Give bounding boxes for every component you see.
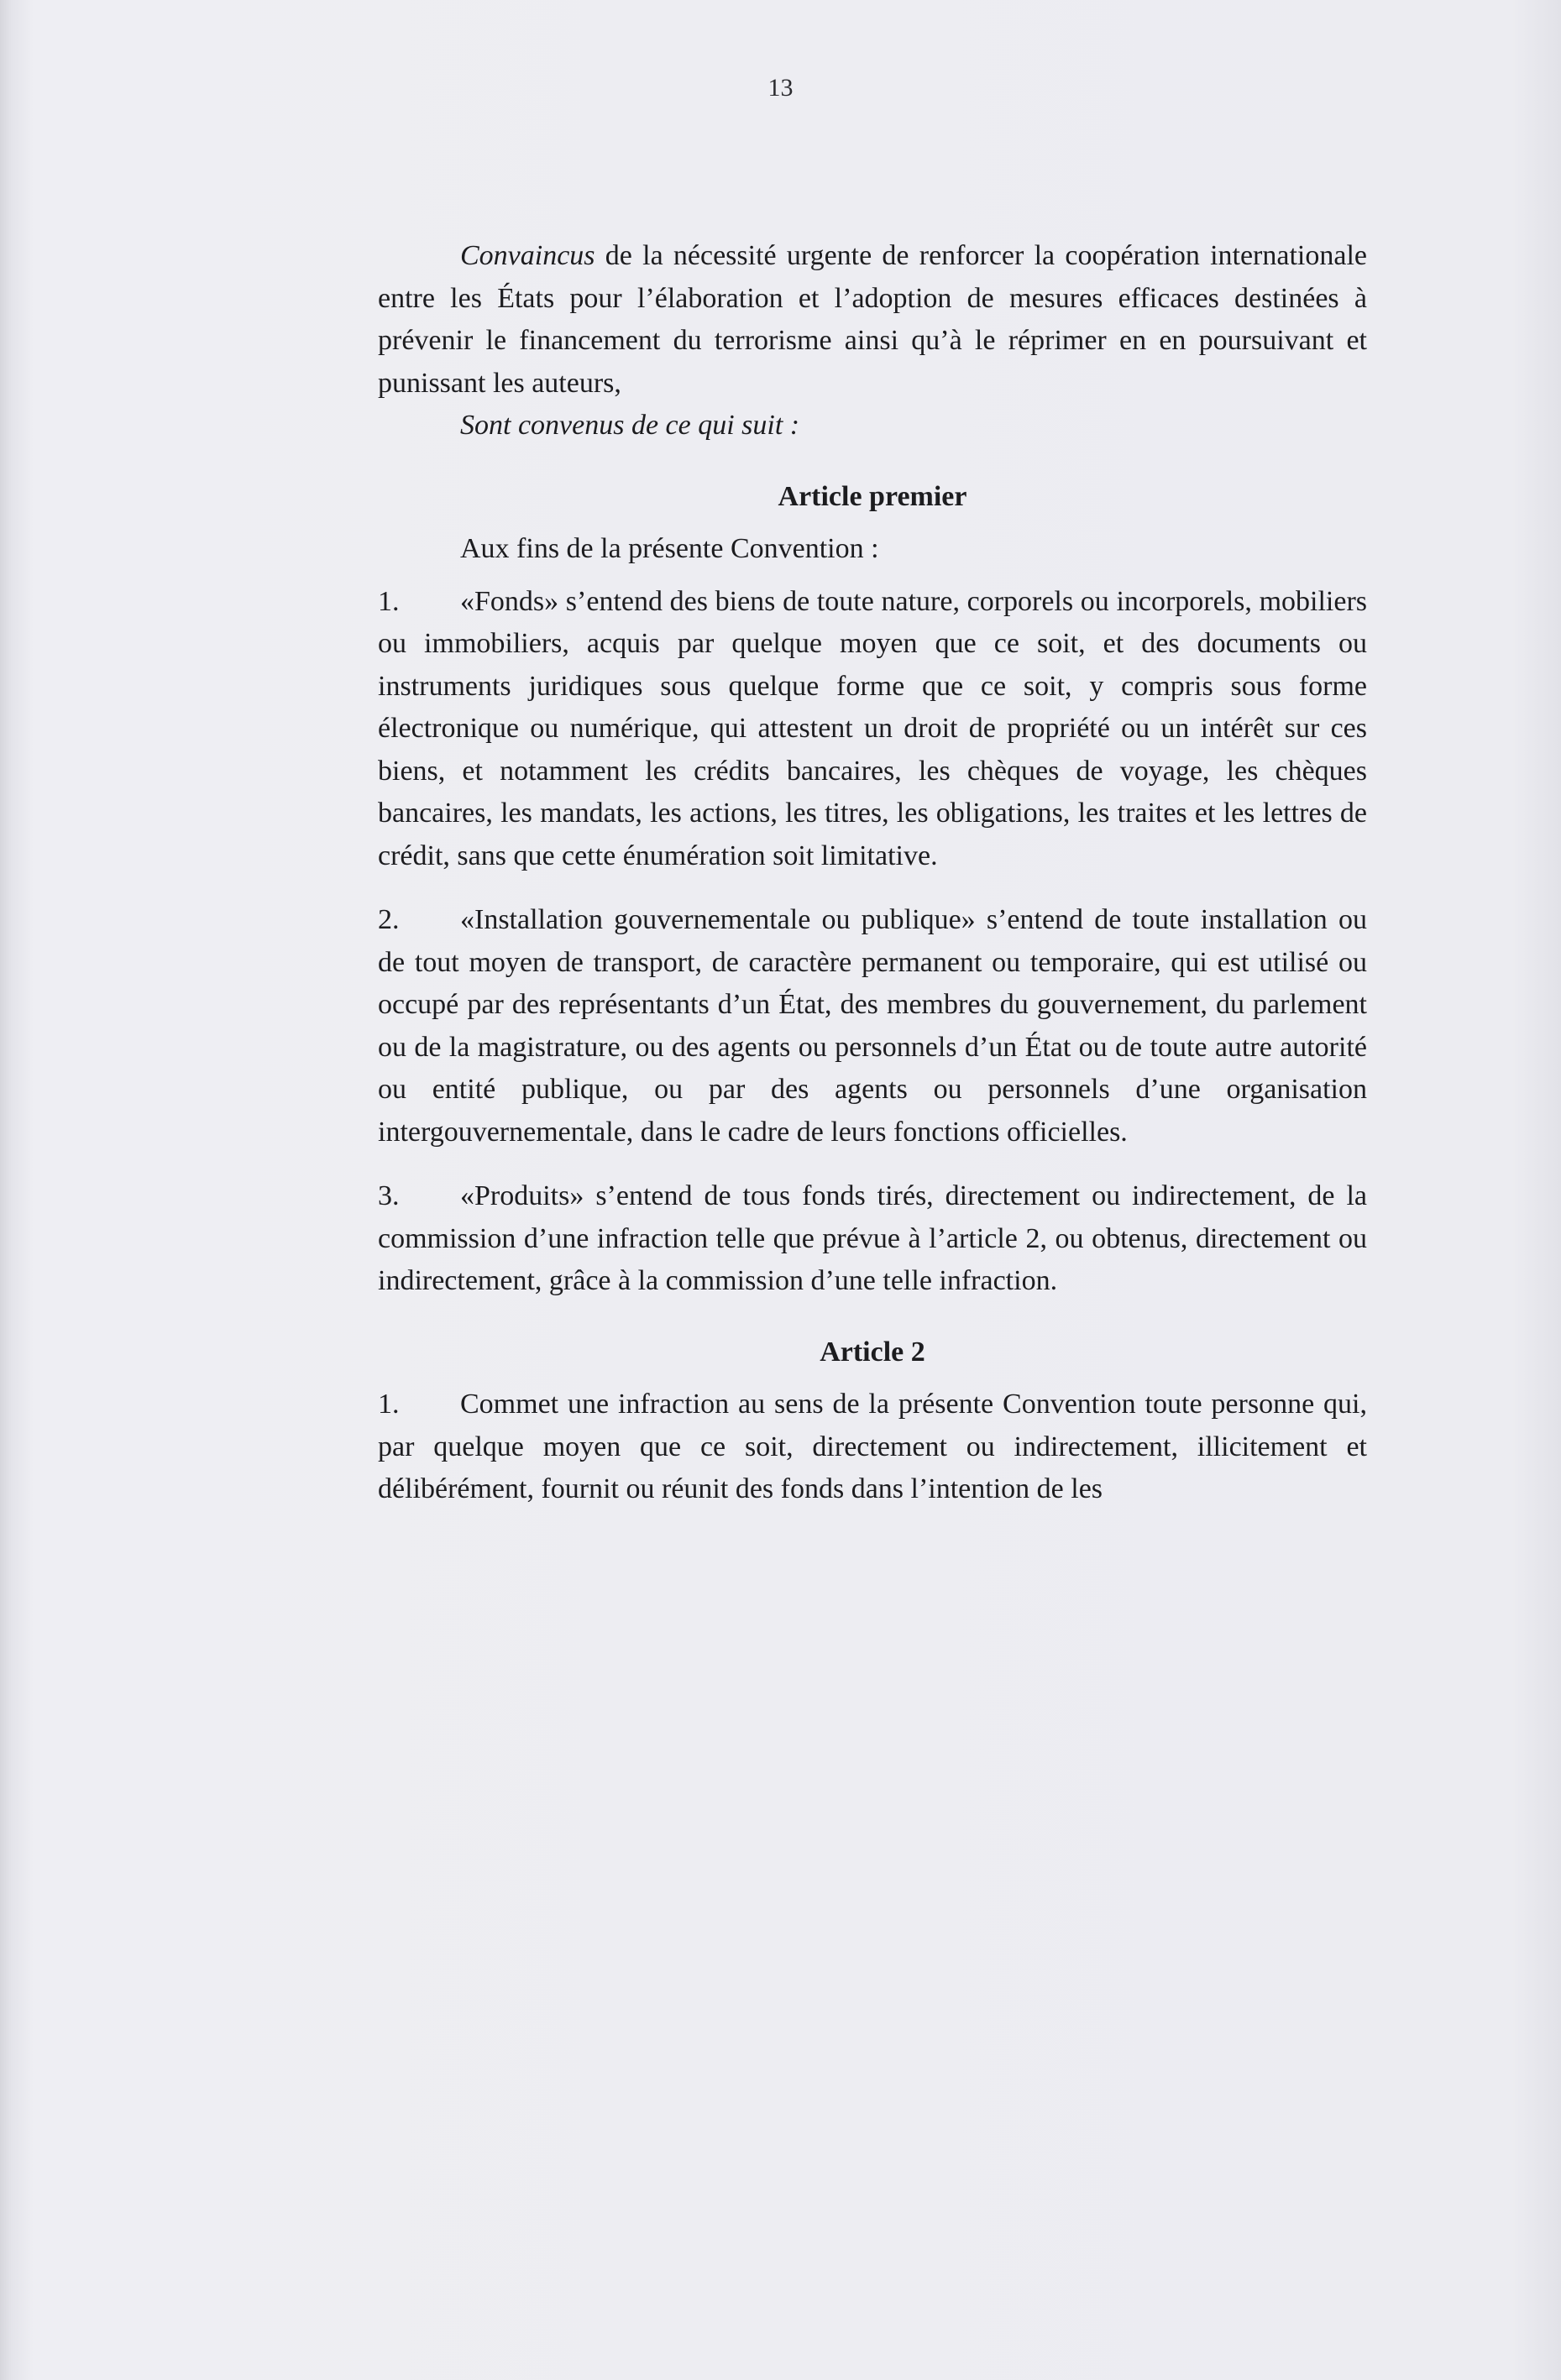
article-1-intro: Aux fins de la présente Convention : bbox=[460, 533, 879, 564]
page-number: 13 bbox=[767, 74, 794, 102]
paragraph-text: «Produits» s’entend de tous fonds tirés, directement ou indirectement, de la commission d’une infraction telle que prévue à l’article 2, ou obtenus, directement ou indirectement, grâce à la commission d’une telle infraction. bbox=[378, 1180, 1367, 1296]
paragraph-number: 2. bbox=[378, 904, 400, 935]
paragraph-text: «Installation gouvernementale ou publique» s’entend de toute installation ou de tout moyen de transport, de caractère permanent ou temporaire, qui est utilisé ou occupé par des représentants d’un État, des membres du gouvernement, du parlement ou de la magistrature, ou des agents ou personnels d’un État ou de toute autre autorité ou entité publique, ou par des agents ou personnels d’une organisation intergouvernementale, dans le cadre de leurs fonctions officielles. bbox=[378, 904, 1367, 1148]
article-1-paragraph-2 bbox=[378, 899, 1367, 1153]
paragraph-number: 1. bbox=[378, 585, 400, 617]
paragraph-number: 1. bbox=[378, 1389, 400, 1420]
document-body bbox=[378, 235, 1367, 1511]
paragraph-text: «Fonds» s’entend des biens de toute nature, corporels ou incorporels, mobiliers ou immobiliers, acquis par quelque moyen que ce soit, et des documents ou instruments juridiques sous quelque forme que ce soit, y compris sous forme électronique ou numérique, qui attestent un droit de propriété ou un intérêt sur ces biens, et notamment les crédits bancaires, les chèques de voyage, les chèques bancaires, les mandats, les actions, les titres, les obligations, les traites et les lettres de crédit, sans que cette énumération soit limitative. bbox=[378, 585, 1367, 871]
preamble-convaincus bbox=[378, 235, 1367, 405]
convaincus-lead: Convaincus bbox=[460, 240, 595, 271]
paragraph-text: Commet une infraction au sens de la présente Convention toute personne qui, par quelque moyen que ce soit, directement ou indirectement, illicitement et délibérément, fournit ou réunit des fonds dans l’intention de les bbox=[378, 1389, 1367, 1504]
convaincus-rest: de la nécessité urgente de renforcer la coopération internationale entre les États pour l’élaboration et l’adoption de mesures efficaces destinées à prévenir le financement du terrorisme ainsi qu’à le réprimer en en poursuivant et punissant les auteurs, bbox=[378, 240, 1367, 399]
article-1-paragraph-1 bbox=[378, 581, 1367, 878]
article-1-paragraph-3 bbox=[378, 1175, 1367, 1303]
preamble-sont-convenus: Sont convenus de ce qui suit : bbox=[460, 410, 800, 441]
paragraph-number: 3. bbox=[378, 1180, 400, 1211]
article-1-title: Article premier bbox=[778, 480, 967, 512]
article-2-paragraph-1 bbox=[378, 1384, 1367, 1511]
article-2-title: Article 2 bbox=[820, 1336, 925, 1368]
